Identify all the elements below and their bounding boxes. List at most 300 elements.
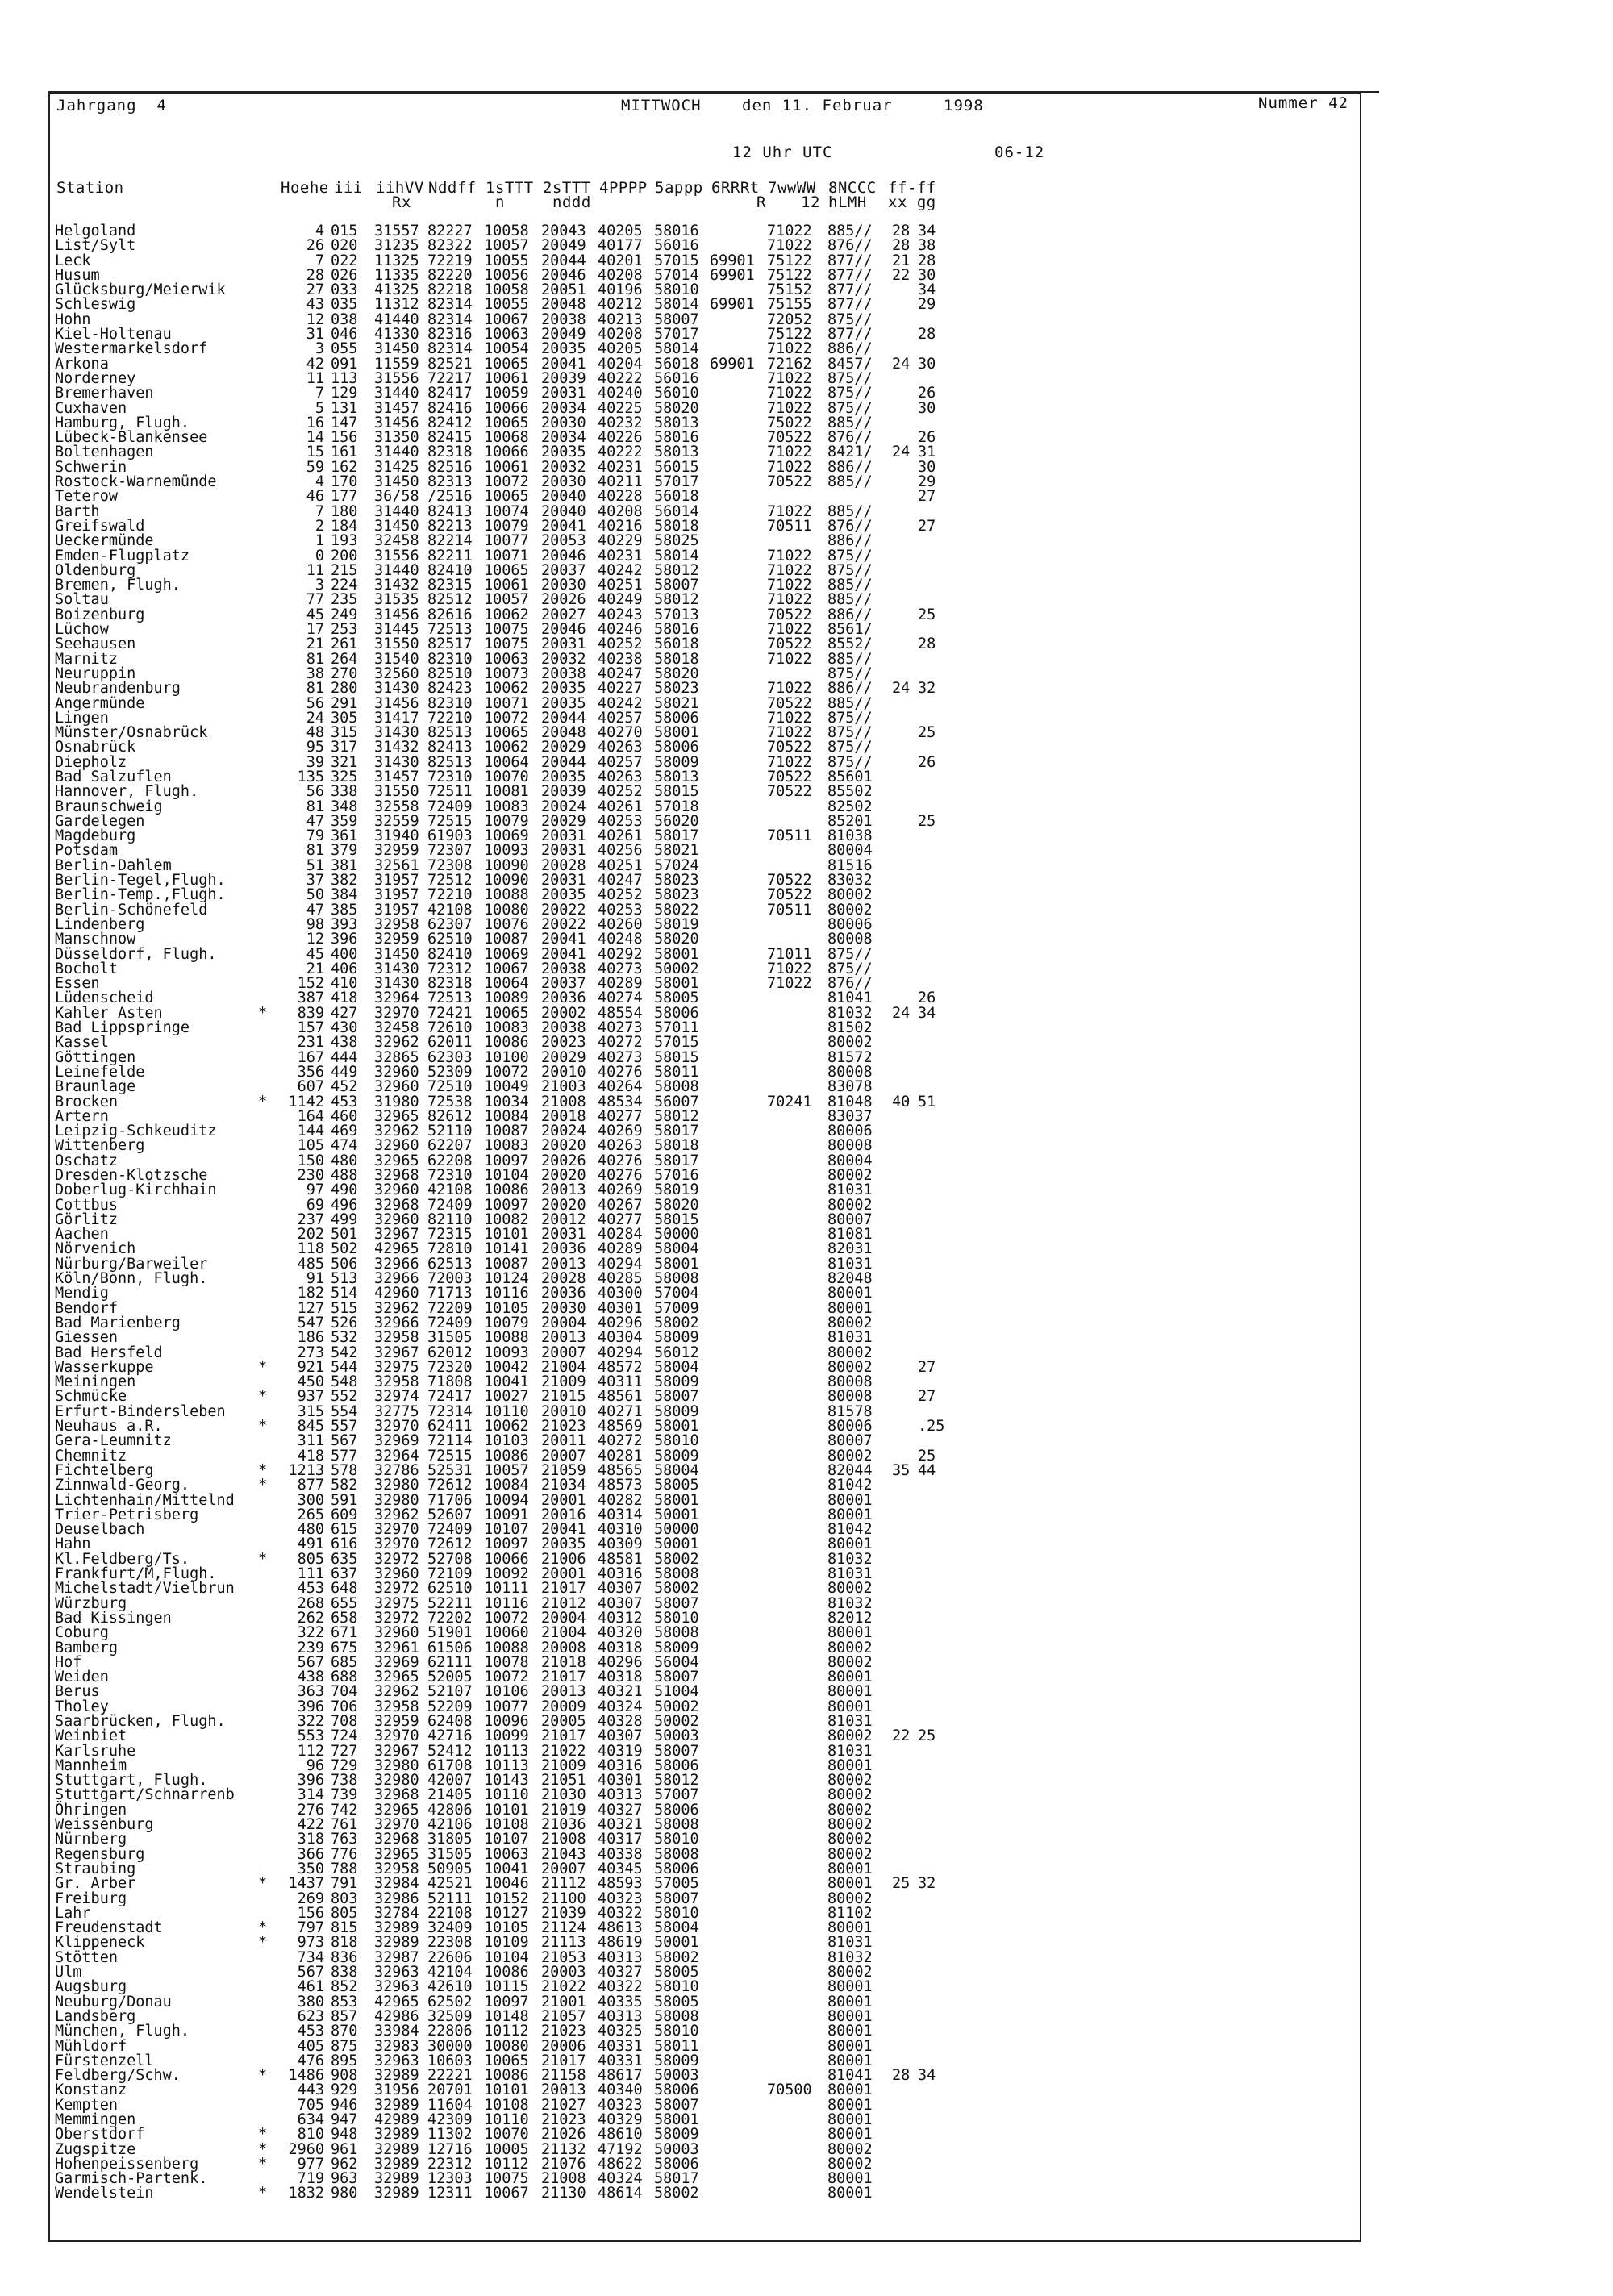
table-row xyxy=(55,1683,1345,1701)
iii-value: 270 xyxy=(331,665,358,682)
4pppp-value: 40231 xyxy=(598,547,643,565)
iii-value: 427 xyxy=(331,1004,358,1022)
col-7wwww-12: 12 xyxy=(801,194,820,211)
mountain-marker: * xyxy=(258,2067,268,2085)
2sttt-value: 20022 xyxy=(541,901,586,919)
8nccc-value: 80001 xyxy=(827,1536,873,1553)
iii-value: 513 xyxy=(331,1270,358,1288)
5appp-value: 50003 xyxy=(654,2140,699,2158)
ff-gg-value: 29 xyxy=(918,473,936,491)
7wwww-value: 75155 xyxy=(767,296,812,314)
iihvv-value: 32980 xyxy=(374,1491,419,1509)
hoehe-value: 48 xyxy=(306,724,324,742)
iihvv-value: 32980 xyxy=(374,1477,419,1494)
7wwww-value: 70522 xyxy=(767,872,812,890)
hoehe-value: 28 xyxy=(306,266,324,284)
8nccc-value: 80001 xyxy=(827,2052,873,2069)
ff-gg-value: 34 xyxy=(918,223,936,240)
hoehe-value: 150 xyxy=(297,1152,324,1169)
8nccc-value: 8552/ xyxy=(827,635,873,653)
station-name: Boltenhagen xyxy=(55,444,154,461)
station-name: Neuburg/Donau xyxy=(55,1993,172,2011)
hoehe-value: 1486 xyxy=(288,2067,324,2085)
5appp-value: 58018 xyxy=(654,650,699,668)
8nccc-value: 8421/ xyxy=(827,444,873,461)
hoehe-value: 17 xyxy=(306,621,324,639)
table-row xyxy=(55,532,1345,550)
8nccc-value: 81032 xyxy=(827,1004,873,1022)
4pppp-value: 40329 xyxy=(598,2111,643,2128)
station-name: Freudenstadt xyxy=(55,1919,163,1937)
nddff-value: 42610 xyxy=(427,1978,473,1996)
table-row xyxy=(55,1418,1345,1436)
1sttt-value: 10108 xyxy=(484,2096,529,2114)
2sttt-value: 21023 xyxy=(541,1418,586,1436)
1sttt-value: 10062 xyxy=(484,1418,529,1436)
iihvv-value: 32968 xyxy=(374,1786,419,1804)
5appp-value: 56020 xyxy=(654,812,699,830)
mountain-marker: * xyxy=(258,1418,268,1436)
nddff-value: 32509 xyxy=(427,2007,473,2025)
nddff-value: 82423 xyxy=(427,680,473,698)
2sttt-value: 20038 xyxy=(541,665,586,682)
nddff-value: 72409 xyxy=(427,1196,473,1214)
4pppp-value: 40205 xyxy=(598,223,643,240)
7wwww-value: 70522 xyxy=(767,886,812,904)
5appp-value: 58006 xyxy=(654,1801,699,1819)
station-name: Straubing xyxy=(55,1860,136,1877)
4pppp-value: 40261 xyxy=(598,827,643,845)
hoehe-value: 81 xyxy=(306,680,324,698)
4pppp-value: 40320 xyxy=(598,1624,643,1642)
table-row xyxy=(55,724,1345,742)
1sttt-value: 10070 xyxy=(484,768,529,785)
nddff-value: 72612 xyxy=(427,1477,473,1494)
iii-value: 444 xyxy=(331,1048,358,1066)
table-row xyxy=(55,1211,1345,1226)
nddff-value: 82110 xyxy=(427,1211,473,1228)
8nccc-value: 81041 xyxy=(827,990,873,1007)
2sttt-value: 20018 xyxy=(541,1107,586,1125)
table-row xyxy=(55,503,1345,518)
7wwww-value: 71022 xyxy=(767,680,812,698)
hoehe-value: 47 xyxy=(306,901,324,919)
1sttt-value: 10057 xyxy=(484,591,529,609)
hoehe-value: 43 xyxy=(306,296,324,314)
1sttt-value: 10087 xyxy=(484,931,529,948)
5appp-value: 57024 xyxy=(654,856,699,874)
iii-value: 026 xyxy=(331,266,358,284)
table-row xyxy=(55,709,1345,727)
4pppp-value: 40251 xyxy=(598,577,643,594)
4pppp-value: 40277 xyxy=(598,1107,643,1125)
4pppp-value: 40232 xyxy=(598,414,643,431)
table-row xyxy=(55,1565,1345,1583)
iii-value: 338 xyxy=(331,783,358,801)
hoehe-value: 152 xyxy=(297,975,324,993)
4pppp-value: 40331 xyxy=(598,2052,643,2069)
hoehe-value: 15 xyxy=(306,444,324,461)
nddff-value: 82415 xyxy=(427,429,473,447)
station-name: Mühldorf xyxy=(55,2037,127,2055)
5appp-value: 58006 xyxy=(654,2155,699,2173)
col-4pppp: 4PPPP xyxy=(599,179,648,197)
iii-value: 738 xyxy=(331,1772,358,1790)
7wwww-value: 71022 xyxy=(767,223,812,240)
8nccc-value: 81578 xyxy=(827,1402,873,1420)
5appp-value: 58012 xyxy=(654,1772,699,1790)
ff-gg-value: .25 xyxy=(918,1418,945,1436)
iii-value: 381 xyxy=(331,856,358,874)
station-name: Lüdenscheid xyxy=(55,990,154,1007)
7wwww-value: 71022 xyxy=(767,650,812,668)
4pppp-value: 40300 xyxy=(598,1285,643,1302)
8nccc-value: 886// xyxy=(827,532,873,550)
nddff-value: 62207 xyxy=(427,1137,473,1155)
table-row xyxy=(55,1580,1345,1598)
5appp-value: 58011 xyxy=(654,1063,699,1081)
1sttt-value: 10088 xyxy=(484,1639,529,1656)
station-name: Diepholz xyxy=(55,753,127,771)
ff-gg-value: 34 xyxy=(918,2067,936,2085)
station-name: Stötten xyxy=(55,1948,118,1966)
table-row xyxy=(55,473,1345,491)
4pppp-value: 40307 xyxy=(598,1594,643,1612)
station-name: Neuruppin xyxy=(55,665,136,682)
iii-value: 180 xyxy=(331,502,358,520)
station-name: Westermarkelsdorf xyxy=(55,340,208,358)
nddff-value: 72310 xyxy=(427,768,473,785)
1sttt-value: 10080 xyxy=(484,2037,529,2055)
nddff-value: 82512 xyxy=(427,591,473,609)
table-row xyxy=(55,1167,1345,1184)
2sttt-value: 21059 xyxy=(541,1461,586,1479)
station-name: Bad Salzuflen xyxy=(55,768,172,785)
hoehe-value: 734 xyxy=(297,1948,324,1966)
6rrrt-value: 69901 xyxy=(710,266,755,284)
iihvv-value: 32970 xyxy=(374,1536,419,1553)
hoehe-value: 719 xyxy=(297,2170,324,2188)
iii-value: 384 xyxy=(331,886,358,904)
4pppp-value: 40196 xyxy=(598,281,643,299)
8nccc-value: 80004 xyxy=(827,1152,873,1169)
table-row xyxy=(55,2170,1345,2188)
iii-value: 875 xyxy=(331,2037,358,2055)
table-row xyxy=(55,916,1345,931)
1sttt-value: 10057 xyxy=(484,237,529,255)
hoehe-value: 797 xyxy=(297,1919,324,1937)
nddff-value: 82417 xyxy=(427,385,473,402)
table-row xyxy=(55,370,1345,385)
nddff-value: 72421 xyxy=(427,1004,473,1022)
5appp-value: 58004 xyxy=(654,1358,699,1376)
station-name: Hof xyxy=(55,1653,82,1671)
station-name: Hannover, Flugh. xyxy=(55,783,199,801)
iihvv-value: 32958 xyxy=(374,1698,419,1715)
table-row xyxy=(55,901,1345,919)
iihvv-value: 32560 xyxy=(374,665,419,682)
iii-value: 321 xyxy=(331,753,358,771)
col-2sttt-nddd: nddd xyxy=(552,194,591,211)
4pppp-value: 47192 xyxy=(598,2140,643,2158)
8nccc-value: 80001 xyxy=(827,1491,873,1509)
station-name: Regensburg xyxy=(55,1845,145,1863)
nddff-value: 72312 xyxy=(427,960,473,977)
2sttt-value: 21132 xyxy=(541,2140,586,2158)
4pppp-value: 40264 xyxy=(598,1078,643,1096)
8nccc-value: 80001 xyxy=(827,1860,873,1877)
nddff-value: 82516 xyxy=(427,458,473,476)
year: 1998 xyxy=(944,97,984,115)
5appp-value: 58001 xyxy=(654,1418,699,1436)
5appp-value: 56016 xyxy=(654,237,699,255)
nddff-value: 62303 xyxy=(427,1048,473,1066)
8nccc-value: 80006 xyxy=(827,1418,873,1436)
8nccc-value: 876// xyxy=(827,517,873,535)
table-row xyxy=(55,1491,1345,1509)
hoehe-value: 0 xyxy=(315,547,324,565)
iii-value: 895 xyxy=(331,2052,358,2069)
table-row xyxy=(55,252,1345,267)
2sttt-value: 20031 xyxy=(541,872,586,890)
5appp-value: 50003 xyxy=(654,2067,699,2085)
1sttt-value: 10071 xyxy=(484,547,529,565)
hoehe-value: 95 xyxy=(306,739,324,756)
iii-value: 113 xyxy=(331,369,358,387)
nddff-value: 52607 xyxy=(427,1506,473,1523)
hoehe-value: 314 xyxy=(297,1786,324,1804)
4pppp-value: 40247 xyxy=(598,872,643,890)
2sttt-value: 20030 xyxy=(541,577,586,594)
station-name: Leck xyxy=(55,252,91,269)
issue-number: Nummer 42 xyxy=(1258,94,1348,112)
station-name: Würzburg xyxy=(55,1594,127,1612)
2sttt-value: 20031 xyxy=(541,385,586,402)
table-row xyxy=(55,872,1345,890)
station-name: Angermünde xyxy=(55,694,145,712)
iii-value: 554 xyxy=(331,1402,358,1420)
ff-xx-value: 35 xyxy=(892,1461,911,1479)
station-name: Arkona xyxy=(55,355,109,373)
hoehe-value: 77 xyxy=(306,591,324,609)
6rrrt-value: 69901 xyxy=(710,355,755,373)
nddff-value: 52110 xyxy=(427,1123,473,1140)
1sttt-value: 10097 xyxy=(484,1993,529,2011)
2sttt-value: 20011 xyxy=(541,1432,586,1450)
5appp-value: 57015 xyxy=(654,1034,699,1052)
station-name: Düsseldorf, Flugh. xyxy=(55,945,217,963)
4pppp-value: 40243 xyxy=(598,606,643,623)
iii-value: 161 xyxy=(331,444,358,461)
iihvv-value: 32989 xyxy=(374,2126,419,2144)
hoehe-value: 12 xyxy=(306,931,324,948)
7wwww-value: 70522 xyxy=(767,429,812,447)
nddff-value: 22312 xyxy=(427,2155,473,2173)
hoehe-value: 461 xyxy=(297,1978,324,1996)
4pppp-value: 40307 xyxy=(598,1727,643,1745)
hoehe-value: 3 xyxy=(315,577,324,594)
4pppp-value: 40296 xyxy=(598,1314,643,1331)
8nccc-value: 85201 xyxy=(827,812,873,830)
hoehe-value: 186 xyxy=(297,1329,324,1347)
2sttt-value: 20040 xyxy=(541,488,586,506)
4pppp-value: 48572 xyxy=(598,1358,643,1376)
8nccc-value: 875// xyxy=(827,310,873,328)
iihvv-value: 32558 xyxy=(374,798,419,815)
iihvv-value: 31457 xyxy=(374,768,419,785)
7wwww-value: 70511 xyxy=(767,517,812,535)
table-row xyxy=(55,1063,1345,1081)
4pppp-value: 40274 xyxy=(598,990,643,1007)
4pppp-value: 40281 xyxy=(598,1447,643,1465)
station-name: Schwerin xyxy=(55,458,127,476)
1sttt-value: 10094 xyxy=(484,1491,529,1509)
2sttt-value: 20038 xyxy=(541,1019,586,1037)
iii-value: 542 xyxy=(331,1344,358,1361)
iihvv-value: 31430 xyxy=(374,960,419,977)
8nccc-value: 81038 xyxy=(827,827,873,845)
station-name: Seehausen xyxy=(55,635,136,653)
8nccc-value: 875// xyxy=(827,547,873,565)
4pppp-value: 40253 xyxy=(598,812,643,830)
iihvv-value: 41440 xyxy=(374,310,419,328)
8nccc-value: 875// xyxy=(827,960,873,977)
8nccc-value: 877// xyxy=(827,281,873,299)
col-1sttt: 1sTTT xyxy=(486,179,534,197)
iii-value: 582 xyxy=(331,1477,358,1494)
2sttt-value: 20031 xyxy=(541,635,586,653)
4pppp-value: 40327 xyxy=(598,1964,643,1981)
col-7wwww: 7wwWW xyxy=(768,179,816,197)
iii-value: 818 xyxy=(331,1934,358,1952)
4pppp-value: 40277 xyxy=(598,1211,643,1228)
table-row xyxy=(55,1329,1345,1347)
4pppp-value: 40211 xyxy=(598,473,643,491)
1sttt-value: 10088 xyxy=(484,886,529,904)
8nccc-value: 80002 xyxy=(827,1727,873,1745)
2sttt-value: 20041 xyxy=(541,1521,586,1539)
iii-value: 761 xyxy=(331,1816,358,1834)
nddff-value: 72513 xyxy=(427,621,473,639)
7wwww-value: 75122 xyxy=(767,266,812,284)
table-row xyxy=(55,2037,1345,2055)
ff-gg-value: 44 xyxy=(918,1461,936,1479)
station-name: Nürnberg xyxy=(55,1831,127,1848)
station-name: Leipzig-Schkeuditz xyxy=(55,1123,217,1140)
hoehe-value: 453 xyxy=(297,1580,324,1598)
1sttt-value: 10110 xyxy=(484,1786,529,1804)
table-row xyxy=(55,1772,1345,1790)
hoehe-value: 3 xyxy=(315,340,324,358)
2sttt-value: 21022 xyxy=(541,1978,586,1996)
hoehe-value: 14 xyxy=(306,429,324,447)
5appp-value: 58019 xyxy=(654,915,699,933)
iii-value: 022 xyxy=(331,252,358,269)
1sttt-value: 10105 xyxy=(484,1919,529,1937)
8nccc-value: 80008 xyxy=(827,1388,873,1406)
iihvv-value: 32989 xyxy=(374,2140,419,2158)
1sttt-value: 10046 xyxy=(484,1875,529,1893)
ff-gg-value: 25 xyxy=(918,1727,936,1745)
2sttt-value: 20013 xyxy=(541,1181,586,1199)
hoehe-value: 1 xyxy=(315,532,324,550)
2sttt-value: 20023 xyxy=(541,1034,586,1052)
1sttt-value: 10084 xyxy=(484,1477,529,1494)
8nccc-value: 885// xyxy=(827,473,873,491)
station-name: Fürstenzell xyxy=(55,2052,154,2069)
5appp-value: 58016 xyxy=(654,429,699,447)
iihvv-value: 31450 xyxy=(374,517,419,535)
4pppp-value: 40289 xyxy=(598,975,643,993)
4pppp-value: 40323 xyxy=(598,1890,643,1907)
1sttt-value: 10079 xyxy=(484,1314,529,1331)
5appp-value: 58002 xyxy=(654,1948,699,1966)
ff-gg-value: 26 xyxy=(918,385,936,402)
table-row xyxy=(55,2111,1345,2126)
nddff-value: 71713 xyxy=(427,1285,473,1302)
iihvv-value: 32962 xyxy=(374,1123,419,1140)
hoehe-value: 547 xyxy=(297,1314,324,1331)
2sttt-value: 20035 xyxy=(541,1536,586,1553)
table-row xyxy=(55,842,1345,860)
8nccc-value: 875// xyxy=(827,665,873,682)
8nccc-value: 81572 xyxy=(827,1048,873,1066)
5appp-value: 50002 xyxy=(654,960,699,977)
iihvv-value: 32974 xyxy=(374,1388,419,1406)
2sttt-value: 21053 xyxy=(541,1948,586,1966)
2sttt-value: 20013 xyxy=(541,2081,586,2099)
1sttt-value: 10072 xyxy=(484,473,529,491)
iii-value: 438 xyxy=(331,1034,358,1052)
station-name: Cuxhaven xyxy=(55,399,127,417)
station-name: Zugspitze xyxy=(55,2140,136,2158)
station-name: Kempten xyxy=(55,2096,118,2114)
nddff-value: 82313 xyxy=(427,473,473,491)
station-name: Rostock-Warnemünde xyxy=(55,473,217,491)
iihvv-value: 32958 xyxy=(374,1860,419,1877)
hoehe-value: 350 xyxy=(297,1860,324,1877)
8nccc-value: 886// xyxy=(827,606,873,623)
ff-gg-value: 30 xyxy=(918,399,936,417)
station-name: Kiel-Holtenau xyxy=(55,326,172,344)
station-name: Essen xyxy=(55,975,100,993)
1sttt-value: 10074 xyxy=(484,502,529,520)
4pppp-value: 40313 xyxy=(598,1786,643,1804)
1sttt-value: 10068 xyxy=(484,429,529,447)
6rrrt-value: 69901 xyxy=(710,296,755,314)
observation-time: 12 Uhr UTC xyxy=(732,144,833,161)
iihvv-value: 31450 xyxy=(374,340,419,358)
iihvv-value: 32961 xyxy=(374,1639,419,1656)
station-name: Braunlage xyxy=(55,1078,136,1096)
nddff-value: 72209 xyxy=(427,1299,473,1317)
8nccc-value: 80001 xyxy=(827,1698,873,1715)
hoehe-value: 7 xyxy=(315,385,324,402)
4pppp-value: 40310 xyxy=(598,1521,643,1539)
iihvv-value: 42965 xyxy=(374,1240,419,1258)
4pppp-value: 40204 xyxy=(598,355,643,373)
iihvv-value: 32964 xyxy=(374,1447,419,1465)
ff-gg-value: 38 xyxy=(918,237,936,255)
1sttt-value: 10097 xyxy=(484,1196,529,1214)
8nccc-value: 80001 xyxy=(827,1756,873,1774)
1sttt-value: 10087 xyxy=(484,1255,529,1273)
iii-value: 671 xyxy=(331,1624,358,1642)
iii-value: 046 xyxy=(331,326,358,344)
hoehe-value: 182 xyxy=(297,1285,324,1302)
iihvv-value: 32975 xyxy=(374,1594,419,1612)
7wwww-value: 71022 xyxy=(767,547,812,565)
